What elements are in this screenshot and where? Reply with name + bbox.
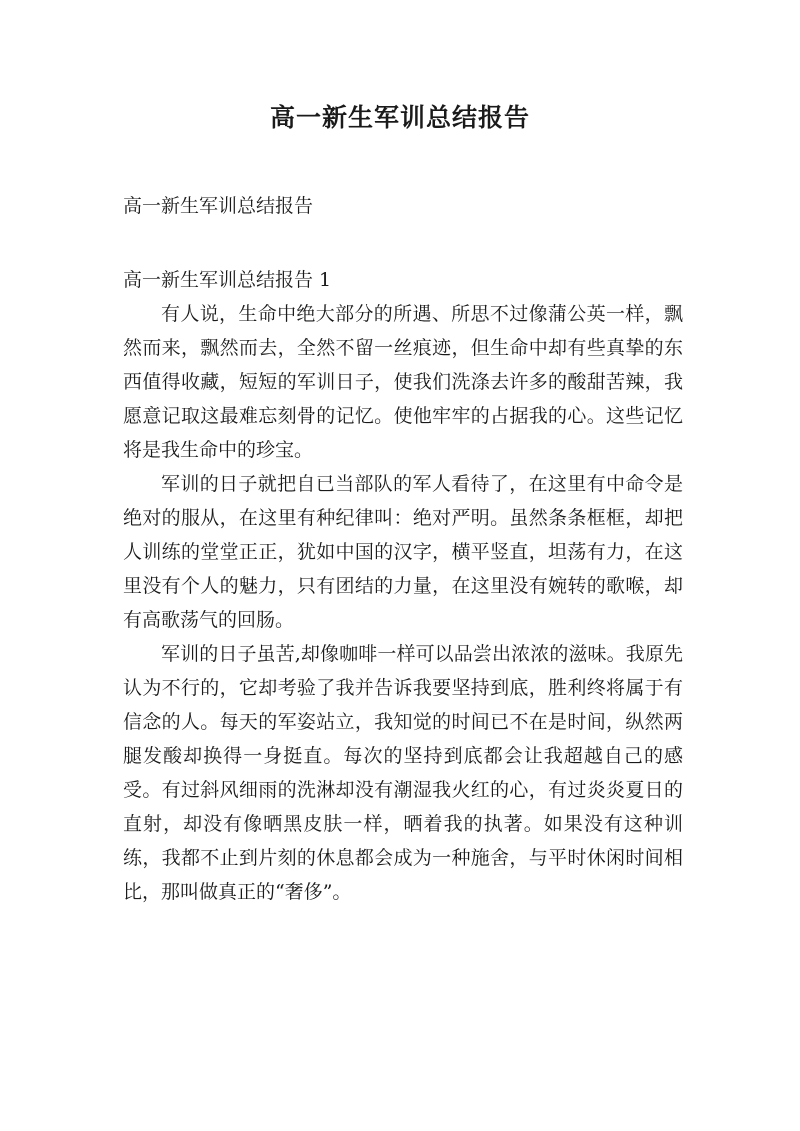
- paragraph: 有人说，生命中绝大部分的所遇、所思不过像蒲公英一样，飘然而来，飘然而去，全然不留一丝痕迹，但生命中却有些真挚的东西值得收藏，短短的军训日子，使我们洗涤去许多的酸甜苦辣，我愿意记取这最难忘刻骨的记忆。使他牢牢的占据我的心。这些记忆将是我生命中的珍宝。: [123, 303, 683, 461]
- paragraph: 军训的日子就把自已当部队的军人看待了，在这里有中命令是绝对的服从，在这里有种纪律叫：绝对严明。虽然条条框框，却把人训练的堂堂正正，犹如中国的汉字，横平竖直，坦荡有力，在这里没有个人的魅力，只有团结的力量，在这里没有婉转的歌喉，却有高歌荡气的回肠。: [123, 473, 683, 631]
- document-subtitle: 高一新生军训总结报告: [123, 195, 314, 217]
- section-heading: 高一新生军训总结报告 1: [123, 269, 332, 291]
- document-title: 高一新生军训总结报告: [269, 103, 530, 132]
- body-text: [123, 297, 683, 909]
- paragraph: 军训的日子虽苦,却像咖啡一样可以品尝出浓浓的滋味。我原先认为不行的，它却考验了我并告诉我要坚持到底，胜利终将属于有信念的人。每天的军姿站立，我知觉的时间已不在是时间，纵然两腿发酸却换得一身挺直。每次的坚持到底都会让我超越自己的感受。有过斜风细雨的洗淋却没有潮湿我火红的心，有过炎炎夏日的直射，却没有像晒黑皮肤一样，晒着我的执著。如果没有这种训练，我都不止到片刻的休息都会成为一种施舍，与平时休闲时间相比，那叫做真正的“奢侈”。: [123, 643, 683, 903]
